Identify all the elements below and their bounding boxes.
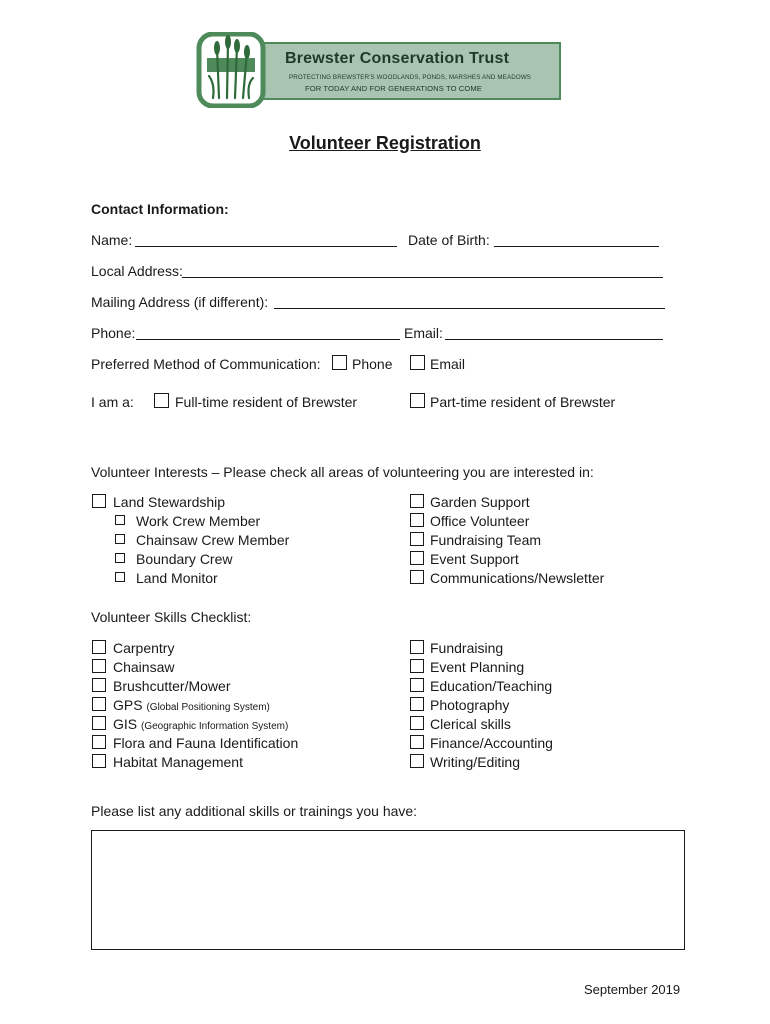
phone-label: Phone: <box>91 325 136 341</box>
habitat-management-label: Habitat Management <box>113 754 243 770</box>
work-crew-label: Work Crew Member <box>136 513 261 529</box>
gis-label <box>113 716 288 732</box>
chainsaw-crew-checkbox[interactable] <box>115 534 125 544</box>
office-volunteer-checkbox[interactable] <box>410 513 424 527</box>
work-crew-checkbox[interactable] <box>115 515 125 525</box>
communications-newsletter-label: Communications/Newsletter <box>430 570 605 586</box>
gps-label-text: GPS <box>113 697 143 713</box>
part-time-resident-label: Part-time resident of Brewster <box>430 394 616 410</box>
preferred-phone-label: Phone <box>352 356 393 372</box>
preferred-communication-label: Preferred Method of Communication: <box>91 356 321 372</box>
fundraising-checkbox[interactable] <box>410 640 424 654</box>
reeds-emblem-icon <box>193 32 269 108</box>
carpentry-checkbox[interactable] <box>92 640 106 654</box>
interests-heading: Volunteer Interests – Please check all areas of volunteering you are interested in: <box>91 464 594 480</box>
event-support-label: Event Support <box>430 551 519 567</box>
land-stewardship-label: Land Stewardship <box>113 494 226 510</box>
skills-heading: Volunteer Skills Checklist: <box>91 609 252 625</box>
logo-title: Brewster Conservation Trust <box>285 50 510 67</box>
clerical-skills-label: Clerical skills <box>430 716 511 732</box>
communications-newsletter-checkbox[interactable] <box>410 570 424 584</box>
event-planning-checkbox[interactable] <box>410 659 424 673</box>
garden-support-label: Garden Support <box>430 494 530 510</box>
brushcutter-mower-checkbox[interactable] <box>92 678 106 692</box>
name-label: Name: <box>91 232 133 248</box>
chainsaw-crew-label: Chainsaw Crew Member <box>136 532 290 548</box>
gps-note: (Global Positioning System) <box>146 702 270 713</box>
local-address-label: Local Address: <box>91 263 183 279</box>
logo-tagline-1: PROTECTING BREWSTER'S WOODLANDS, PONDS, MARSHES AND MEADOWS <box>289 74 532 81</box>
dob-label: Date of Birth: <box>408 232 490 248</box>
event-support-checkbox[interactable] <box>410 551 424 565</box>
additional-skills-prompt: Please list any additional skills or trainings you have: <box>91 803 418 819</box>
habitat-management-checkbox[interactable] <box>92 754 106 768</box>
fundraising-team-checkbox[interactable] <box>410 532 424 546</box>
part-time-resident-checkbox[interactable] <box>410 393 425 408</box>
additional-skills-textarea[interactable] <box>91 830 685 950</box>
gis-note: (Geographic Information System) <box>141 721 289 732</box>
full-time-resident-checkbox[interactable] <box>154 393 169 408</box>
writing-editing-label: Writing/Editing <box>430 754 521 770</box>
preferred-email-checkbox[interactable] <box>410 355 425 370</box>
contact-heading: Contact Information: <box>91 201 229 217</box>
preferred-email-label: Email <box>430 356 466 372</box>
carpentry-label: Carpentry <box>113 640 175 656</box>
brewster-conservation-trust-logo <box>193 32 563 108</box>
flora-fauna-checkbox[interactable] <box>92 735 106 749</box>
name-field[interactable] <box>135 246 397 247</box>
photography-label: Photography <box>430 697 510 713</box>
dob-field[interactable] <box>494 246 659 247</box>
clerical-skills-checkbox[interactable] <box>410 716 424 730</box>
boundary-crew-label: Boundary Crew <box>136 551 233 567</box>
education-teaching-label: Education/Teaching <box>430 678 553 694</box>
event-planning-label: Event Planning <box>430 659 525 675</box>
page-title: Volunteer Registration <box>289 133 481 153</box>
gps-checkbox[interactable] <box>92 697 106 711</box>
fundraising-label: Fundraising <box>430 640 504 656</box>
chainsaw-checkbox[interactable] <box>92 659 106 673</box>
boundary-crew-checkbox[interactable] <box>115 553 125 563</box>
i-am-label: I am a: <box>91 394 134 410</box>
phone-field[interactable] <box>136 339 400 340</box>
photography-checkbox[interactable] <box>410 697 424 711</box>
finance-accounting-checkbox[interactable] <box>410 735 424 749</box>
education-teaching-checkbox[interactable] <box>410 678 424 692</box>
chainsaw-label: Chainsaw <box>113 659 175 675</box>
gis-checkbox[interactable] <box>92 716 106 730</box>
email-field[interactable] <box>445 339 663 340</box>
office-volunteer-label: Office Volunteer <box>430 513 530 529</box>
garden-support-checkbox[interactable] <box>410 494 424 508</box>
land-monitor-label: Land Monitor <box>136 570 218 586</box>
footer-date: September 2019 <box>584 982 681 997</box>
gps-label <box>113 697 270 713</box>
local-address-field[interactable] <box>182 277 663 278</box>
full-time-resident-label: Full-time resident of Brewster <box>175 394 358 410</box>
email-label: Email: <box>404 325 443 341</box>
land-monitor-checkbox[interactable] <box>115 572 125 582</box>
writing-editing-checkbox[interactable] <box>410 754 424 768</box>
logo-tagline-2: FOR TODAY AND FOR GENERATIONS TO COME <box>305 84 482 93</box>
finance-accounting-label: Finance/Accounting <box>430 735 553 751</box>
preferred-phone-checkbox[interactable] <box>332 355 347 370</box>
gis-label-text: GIS <box>113 716 138 732</box>
flora-fauna-label: Flora and Fauna Identification <box>113 735 299 751</box>
fundraising-team-label: Fundraising Team <box>430 532 542 548</box>
land-stewardship-checkbox[interactable] <box>92 494 106 508</box>
brushcutter-mower-label: Brushcutter/Mower <box>113 678 231 694</box>
mailing-address-field[interactable] <box>274 308 665 309</box>
mailing-address-label: Mailing Address (if different): <box>91 294 269 310</box>
